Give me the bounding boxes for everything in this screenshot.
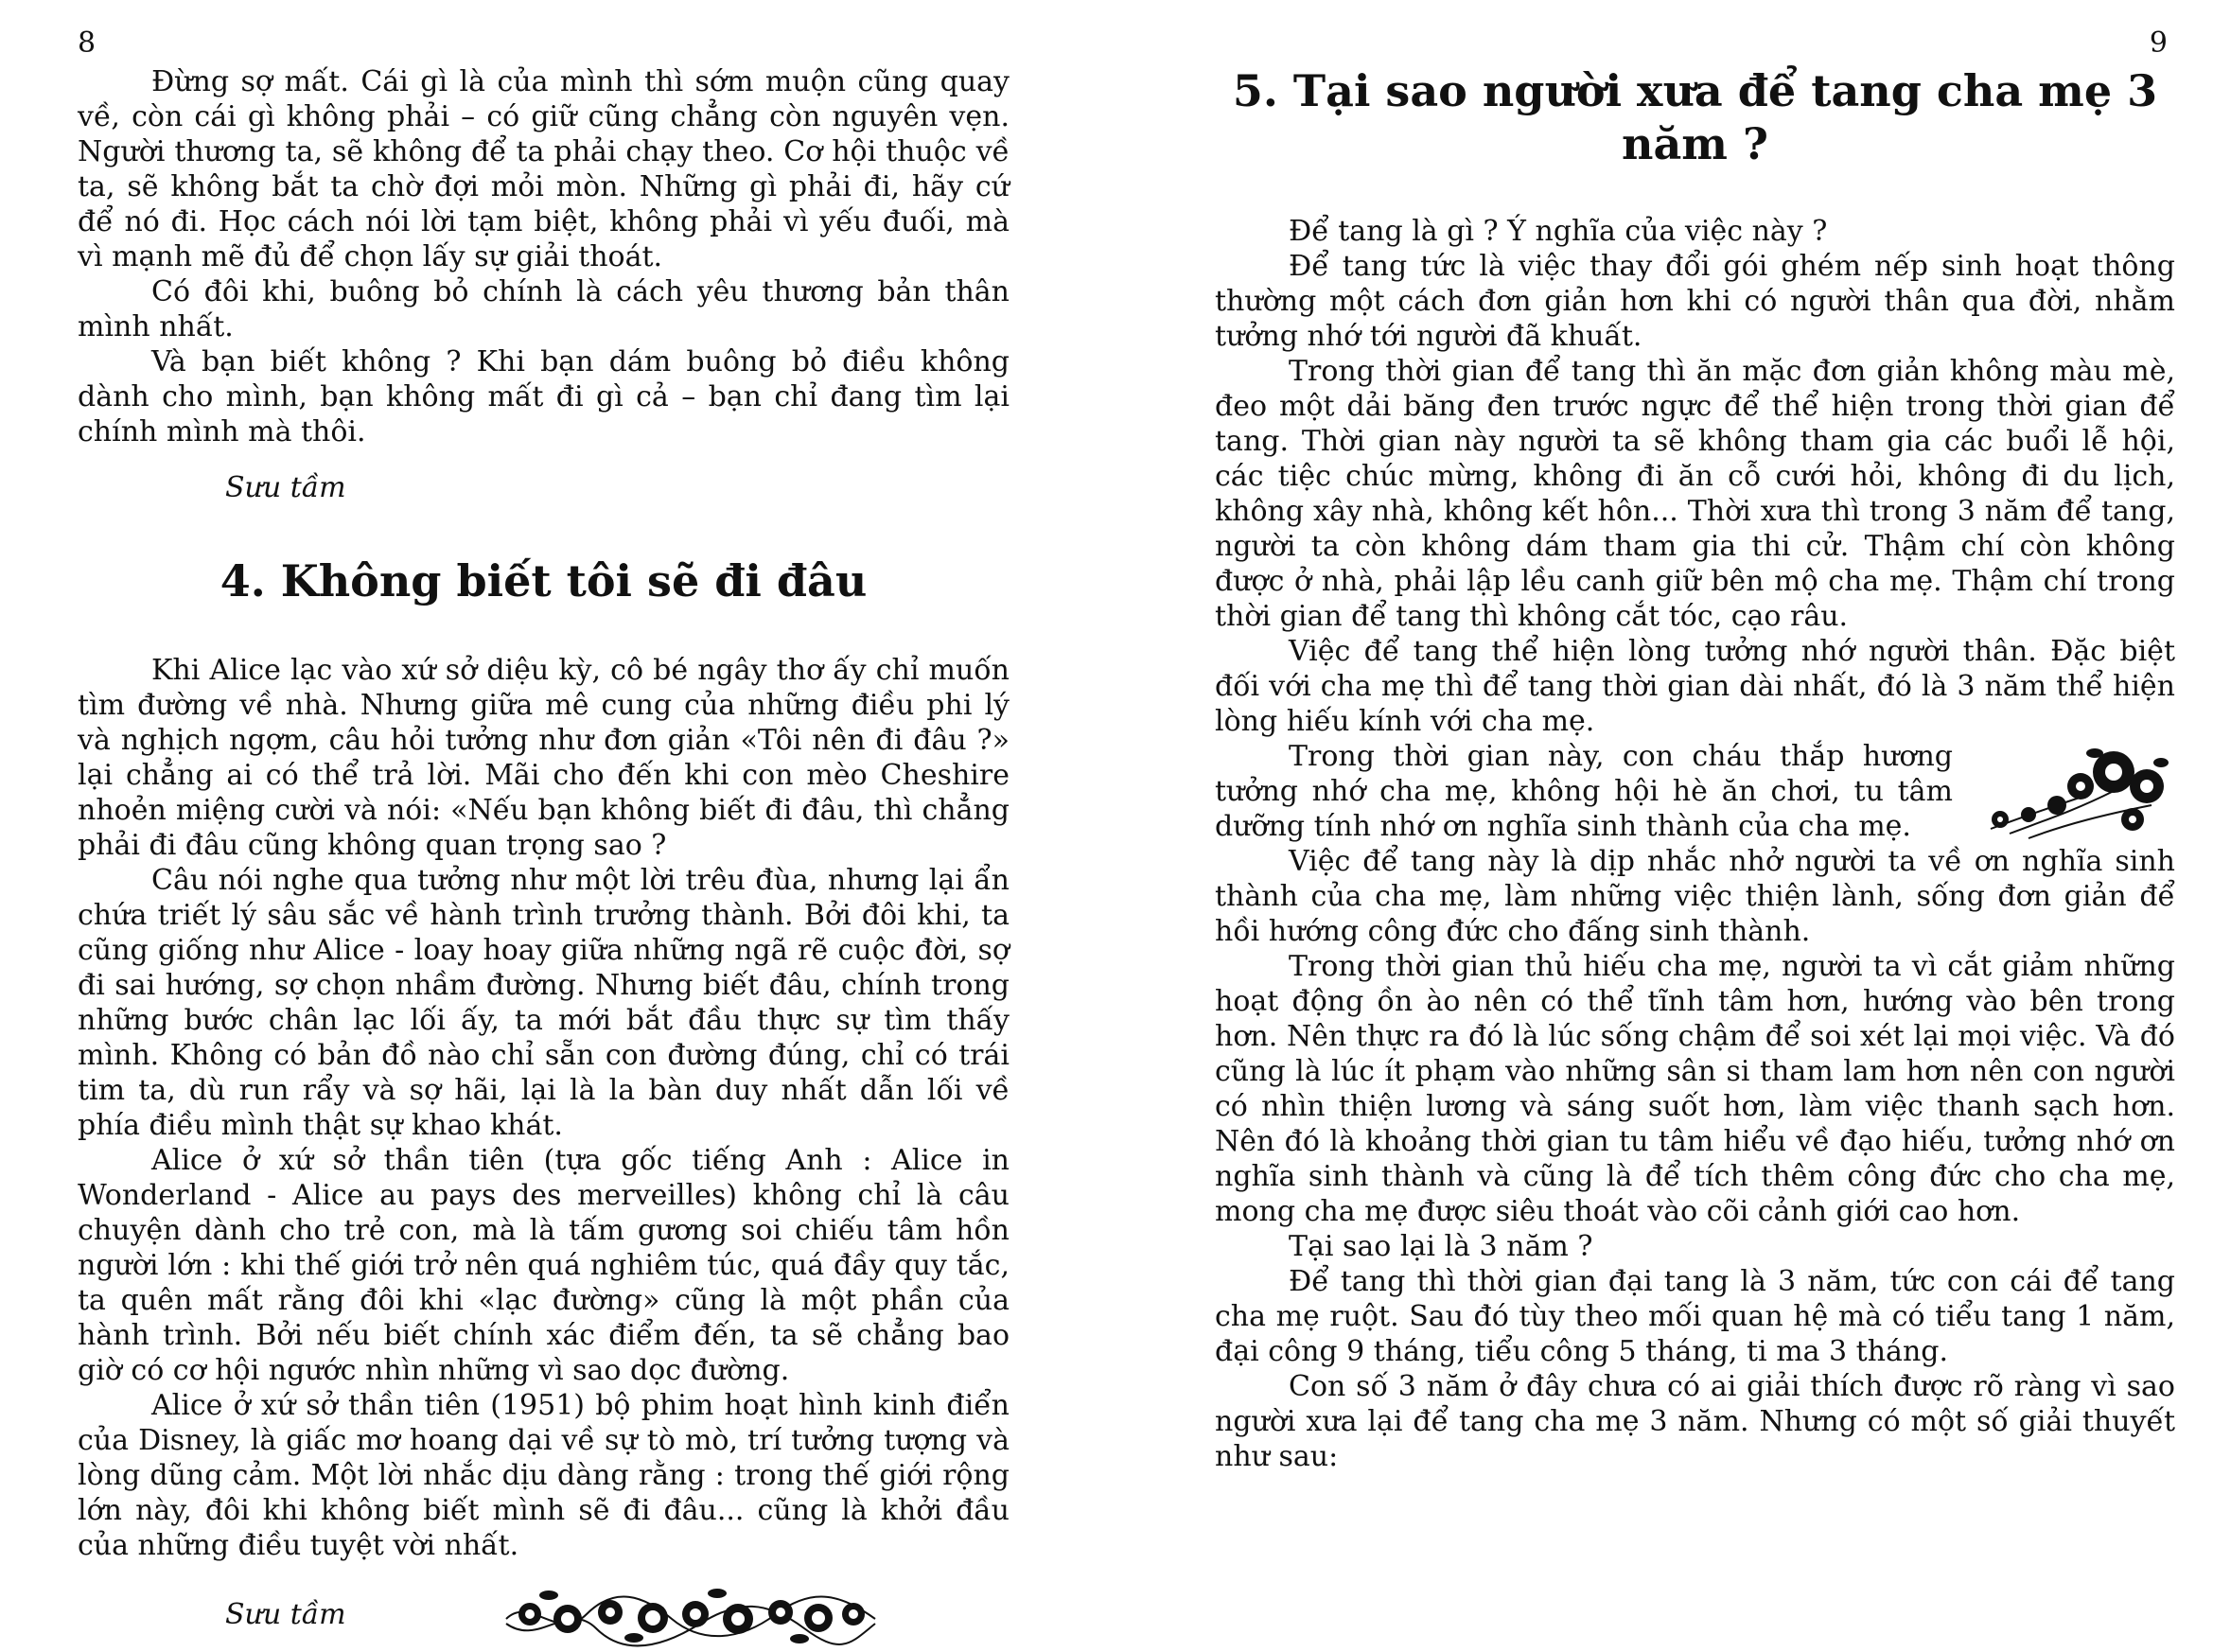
paragraph: Trong thời gian thủ hiếu cha mẹ, người ta vì cắt giảm những hoạt động ồn ào nên có thể tĩnh tâm hơn, hướng vào bên trong hơn. Nên thực ra đó là lúc sống chậm để soi xét lại mọi việc. Và đó cũng là lúc ít phạm vào những sân si tham lam hơn nên con người có nhìn thiện lương và sáng suốt hơn, làm việc thanh sạch hơn. Nên đó là khoảng thời gian tu tâm hiểu về đạo hiếu, tưởng nhớ ơn nghĩa sinh thành và cũng là để tích thêm công đức cho cha mẹ, mong cha mẹ được siêu thoát vào cõi cảnh giới cao hơn. [1215,950,2175,1228]
paragraph: Trong thời gian để tang thì ăn mặc đơn giản không màu mè, đeo một dải băng đen trước ngực để thể hiện trong thời gian để tang. Thời gian này người ta sẽ không tham gia các buổi lễ hội, các tiệc chúc mừng, không đi ăn cỗ cưới hỏi, không đi du lịch, không xây nhà, không kết hôn... Thời xưa thì trong 3 năm để tang, người ta còn không dám tham gia thi cử. Thậm chí còn không được ở nhà, phải lập lều canh giữ bên mộ cha mẹ. Thậm chí trong thời gian để tang thì không cắt tóc, cạo râu. [1215,355,2175,633]
paragraph: Để tang là gì ? Ý nghĩa của việc này ? [1289,215,1828,248]
right-page [1106,0,2213,1565]
paragraph: Việc để tang này là dịp nhắc nhở người ta về ơn nghĩa sinh thành của cha mẹ, làm những việc thiện lành, sống đơn giản để hồi hướng công đức cho đấng sinh thành. [1215,845,2175,948]
paragraph: Alice ở xứ sở thần tiên (tựa gốc tiếng Anh : Alice in Wonderland - Alice au pays des merveilles) không chỉ là câu chuyện dành cho trẻ con, mà là tấm gương soi chiếu tâm hồn người lớn : khi thế giới trở nên quá nghiêm túc, quá đầy quy tắc, ta quên mất rằng đôi khi «lạc đường» cũng là một phần của hành trình. Bởi nếu biết chính xác điểm đến, ta sẽ chẳng bao giờ có cơ hội ngước nhìn những vì sao dọc đường. [78,1144,1010,1387]
paragraph: Để tang thì thời gian đại tang là 3 năm, tức con cái để tang cha mẹ ruột. Sau đó tùy theo mối quan hệ mà có tiểu tang 1 năm, đại công 9 tháng, tiểu công 5 tháng, ti ma 3 tháng. [1215,1265,2175,1368]
flower-bouquet-icon [1972,739,2175,843]
section-title-4: 4. Không biết tôi sẽ đi đâu [220,555,868,606]
flower-border-icon [501,1576,880,1652]
paragraph: Khi Alice lạc vào xứ sở diệu kỳ, cô bé ngây thơ ấy chỉ muốn tìm đường về nhà. Nhưng giữa mê cung của những điều phi lý và nghịch ngợm, câu hỏi tưởng như đơn giản «Tôi nên đi đâu ?» lại chẳng ai có thể trả lời. Mãi cho đến khi con mèo Cheshire nhoẻn miệng cười và nói: «Nếu bạn không biết đi đâu, thì chẳng phải đi đâu cũng không quan trọng sao ? [78,654,1010,862]
paragraph: Tại sao lại là 3 năm ? [1289,1230,1593,1263]
paragraph: Alice ở xứ sở thần tiên (1951) bộ phim hoạt hình kinh điển của Disney, là giấc mơ hoang dại về sự tò mò, trí tưởng tượng và lòng dũng cảm. Một lời nhắc dịu dàng rằng : trong thế giới rộng lớn này, đôi khi không biết mình sẽ đi đâu... cũng là khởi đầu của những điều tuyệt vời nhất. [78,1389,1010,1562]
left-column [78,64,1010,1652]
paragraph: Trong thời gian này, con cháu thắp hương tưởng nhớ cha mẹ, không hội hè ăn chơi, tu tâm dưỡng tính nhớ ơn nghĩa sinh thành của cha mẹ. [1215,740,1953,843]
left-page [0,0,1106,1631]
signature-row [78,1576,1010,1652]
signature: Sưu tầm [225,471,346,504]
section-title-5: 5. Tại sao người xưa để tang cha mẹ 3 năm ? [1232,65,2158,169]
page-number-right: 9 [2149,26,2168,60]
right-column [1215,64,2175,1474]
signature: Sưu tầm [225,1598,346,1631]
page-number-left: 8 [78,26,97,60]
paragraph: Việc để tang thể hiện lòng tưởng nhớ người thân. Đặc biệt đối với cha mẹ thì để tang thời gian dài nhất, đó là 3 năm thể hiện lòng hiếu kính với cha mẹ. [1215,635,2175,738]
paragraph: Đừng sợ mất. Cái gì là của mình thì sớm muộn cũng quay về, còn cái gì không phải – có giữ cũng chẳng còn nguyên vẹn. Người thương ta, sẽ không để ta phải chạy theo. Cơ hội thuộc về ta, sẽ không bắt ta chờ đợi mỏi mòn. Những gì phải đi, hãy cứ để nó đi. Học cách nói lời tạm biệt, không phải vì yếu đuối, mà vì mạnh mẽ đủ để chọn lấy sự giải thoát. [78,65,1010,273]
paragraph: Và bạn biết không ? Khi bạn dám buông bỏ điều không dành cho mình, bạn không mất đi gì cả – bạn chỉ đang tìm lại chính mình mà thôi. [78,345,1010,448]
paragraph: Con số 3 năm ở đây chưa có ai giải thích được rõ ràng vì sao người xưa lại để tang cha mẹ 3 năm. Nhưng có một số giải thuyết như sau: [1215,1370,2175,1473]
paragraph: Để tang tức là việc thay đổi gói ghém nếp sinh hoạt thông thường một cách đơn giản hơn khi có người thân qua đời, nhằm tưởng nhớ tới người đã khuất. [1215,250,2175,353]
paragraph: Câu nói nghe qua tưởng như một lời trêu đùa, nhưng lại ẩn chứa triết lý sâu sắc về hành trình trưởng thành. Bởi đôi khi, ta cũng giống như Alice - loay hoay giữa những ngã rẽ cuộc đời, sợ đi sai hướng, sợ chọn nhầm đường. Nhưng biết đâu, chính trong những bước chân lạc lối ấy, ta mới bắt đầu thực sự tìm thấy mình. Không có bản đồ nào chỉ sẵn con đường đúng, chỉ có trái tim ta, dù run rẩy và sợ hãi, lại là la bàn duy nhất dẫn lối về phía điều mình thật sự khao khát. [78,864,1010,1142]
paragraph: Có đôi khi, buông bỏ chính là cách yêu thương bản thân mình nhất. [78,275,1010,343]
